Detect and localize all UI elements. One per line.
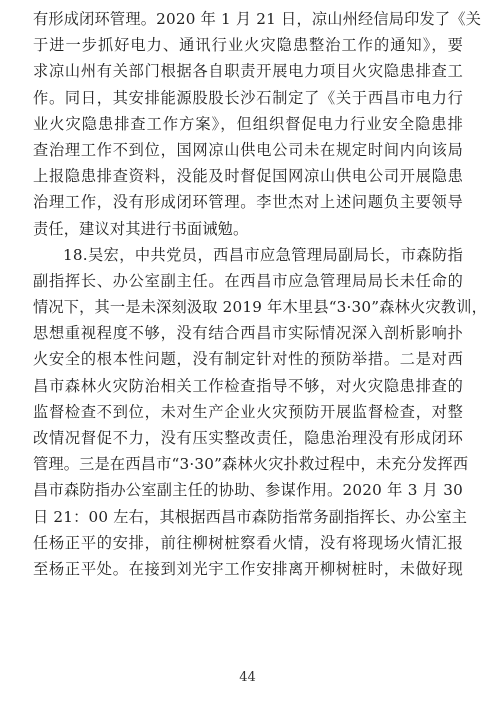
text-line-6: 查治理工作不到位，国网凉山供电公司未在规定时间内向该局 xyxy=(33,140,463,159)
page-number: 44 xyxy=(239,670,256,685)
document-page xyxy=(33,6,487,582)
text-line-19: 昌市森防指办公室副主任的协助、参谋作用。2020 年 3 月 30 xyxy=(33,481,463,500)
text-line-12: 情况下，其一是未深刻汲取 2019 年木里县“3·30”森林火灾教训， xyxy=(33,298,487,317)
text-line-4: 作。同日，其安排能源股股长沙石制定了《关于西昌市电力行 xyxy=(33,88,463,107)
text-line-21: 任杨正平的安排，前往柳树桩察看火情，没有将现场火情汇报 xyxy=(33,533,463,552)
text-line-13: 思想重视程度不够，没有结合西昌市实际情况深入剖析影响扑 xyxy=(33,324,463,343)
text-line-3: 求凉山州有关部门根据各自职责开展电力项目火灾隐患排查工 xyxy=(33,62,463,81)
text-line-22: 至杨正平处。在接到刘光宇工作安排离开柳树桩时，未做好现 xyxy=(33,559,463,578)
paragraph-18-start: 18.吴宏，中共党员，西昌市应急管理局副局长，市森防指 xyxy=(63,245,463,264)
text-line-15: 昌市森林火灾防治相关工作检查指导不够，对火灾隐患排查的 xyxy=(33,376,463,395)
text-line-11: 副指挥长、办公室副主任。在西昌市应急管理局局长未任命的 xyxy=(33,271,463,290)
text-line-14: 火安全的根本性问题，没有制定针对性的预防举措。二是对西 xyxy=(33,350,463,369)
text-line-17: 改情况督促不力，没有压实整改责任，隐患治理没有形成闭环 xyxy=(33,429,463,447)
text-line-8: 治理工作，没有形成闭环管理。李世杰对上述问题负主要领导 xyxy=(33,193,463,212)
text-line-16: 监督检查不到位，未对生产企业火灾预防开展监督检查，对整 xyxy=(33,402,463,421)
text-line-18: 管理。三是在西昌市“3·30”森林火灾扑救过程中，未充分发挥西 xyxy=(33,455,469,474)
text-line-7: 上报隐患排查资料，没能及时督促国网凉山供电公司开展隐患 xyxy=(33,167,463,186)
text-line-20: 日 21：00 左右，其根据西昌市森防指常务副指挥长、办公室主 xyxy=(33,507,468,526)
text-line-2: 于进一步抓好电力、通讯行业火灾隐患整治工作的通知》，要 xyxy=(33,36,463,55)
text-line-5: 业火灾隐患排查工作方案》，但组织督促电力行业安全隐患排 xyxy=(33,114,463,133)
text-line-9: 责任，建议对其进行书面诫勉。 xyxy=(33,219,249,238)
text-line-1: 有形成闭环管理。2020 年 1 月 21 日，凉山州经信局印发了《关 xyxy=(33,10,482,28)
